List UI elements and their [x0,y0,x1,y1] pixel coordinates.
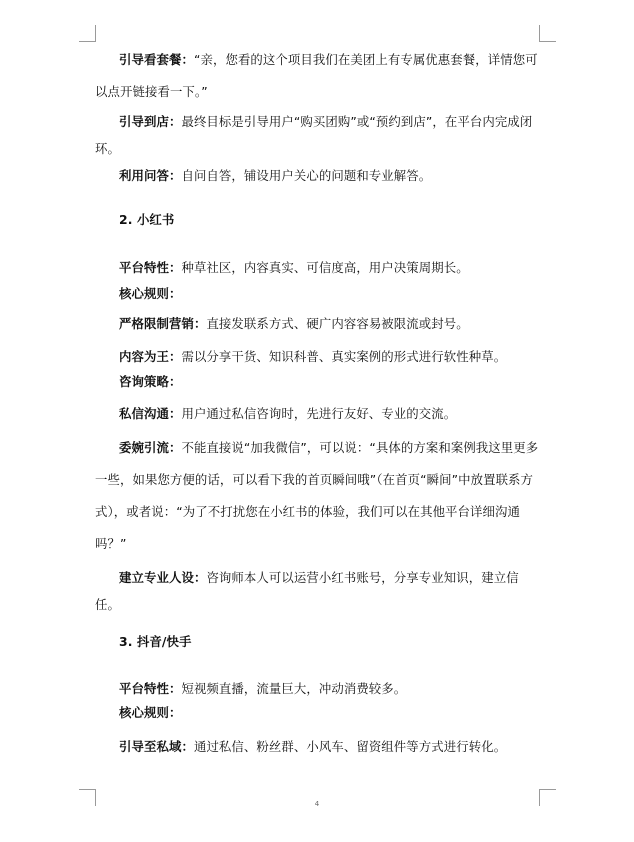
xhs-core-rules [95,280,539,307]
paragraph-label: 利用问答： [119,168,182,183]
paragraph-label: 严格限制营销： [119,316,207,331]
dy-core-rules [95,699,539,726]
crop-mark-top-right [539,25,556,42]
paragraph-text: 种草社区，内容真实、可信度高，用户决策周期长。 [181,260,469,275]
paragraph-label: 引导到店： [119,114,182,129]
paragraph-label: 引导看套餐： [119,52,194,67]
paragraph-text: 不能直接说“加我微信”，可以说：“具体的方案和案例我这里更多一些，如果您方便的话，可以看下我的首页瞬间哦”（在首页“瞬间”中放置联系方式），或者说：“为了不打扰您在小红书的体验，我们可以在其他平台详细沟通吗？” [95,440,539,551]
paragraph-label: 私信沟通： [119,406,182,421]
paragraph-text: 通过私信、粉丝群、小风车、留资组件等方式进行转化。 [193,739,507,754]
paragraph-guide-package [95,44,539,108]
paragraph-guide-store [95,108,539,162]
paragraph-label: 平台特性： [119,681,182,696]
paragraph-dy-rule1 [95,733,539,760]
paragraph-label: 内容为王： [119,349,182,364]
subheading: 咨询策略： [119,374,182,389]
paragraph-xhs-s1 [95,400,539,427]
page-number: 4 [314,800,320,808]
subheading: 核心规则： [119,705,182,720]
crop-mark-top-left [79,25,96,42]
section-heading-douyin [95,630,539,654]
paragraph-xhs-s2 [95,432,539,560]
paragraph-text: 咨询师本人可以运营小红书账号，分享专业知识，建立信任。 [95,570,519,612]
paragraph-label: 委婉引流： [119,440,182,455]
section-heading-xiaohongshu [95,208,539,232]
paragraph-xhs-rule1 [95,310,539,337]
paragraph-label: 引导至私域： [119,739,194,754]
subheading: 核心规则： [119,286,182,301]
paragraph-text: 自问自答，铺设用户关心的问题和专业解答。 [181,168,432,183]
paragraph-text: 需以分享干货、知识科普、真实案例的形式进行软性种草。 [181,349,507,364]
paragraph-xhs-rule2 [95,343,539,370]
xhs-strategy [95,368,539,395]
heading-text: 3. 抖音/快手 [119,634,192,649]
paragraph-qa [95,162,539,189]
paragraph-text: 用户通过私信咨询时，先进行友好、专业的交流。 [181,406,457,421]
paragraph-text: 直接发联系方式、硬广内容容易被限流或封号。 [206,316,469,331]
paragraph-text: 短视频直播，流量巨大，冲动消费较多。 [181,681,407,696]
paragraph-xhs-platform [95,254,539,281]
paragraph-text: “亲，您看的这个项目我们在美团上有专属优惠套餐，详情您可以点开链接看一下。” [95,52,538,99]
paragraph-label: 建立专业人设： [119,570,207,585]
paragraph-label: 平台特性： [119,260,182,275]
heading-text: 2. 小红书 [119,212,175,227]
paragraph-dy-platform [95,675,539,702]
paragraph-xhs-s3 [95,564,539,618]
paragraph-text: 最终目标是引导用户“购买团购”或“预约到店”，在平台内完成闭环。 [95,114,533,156]
